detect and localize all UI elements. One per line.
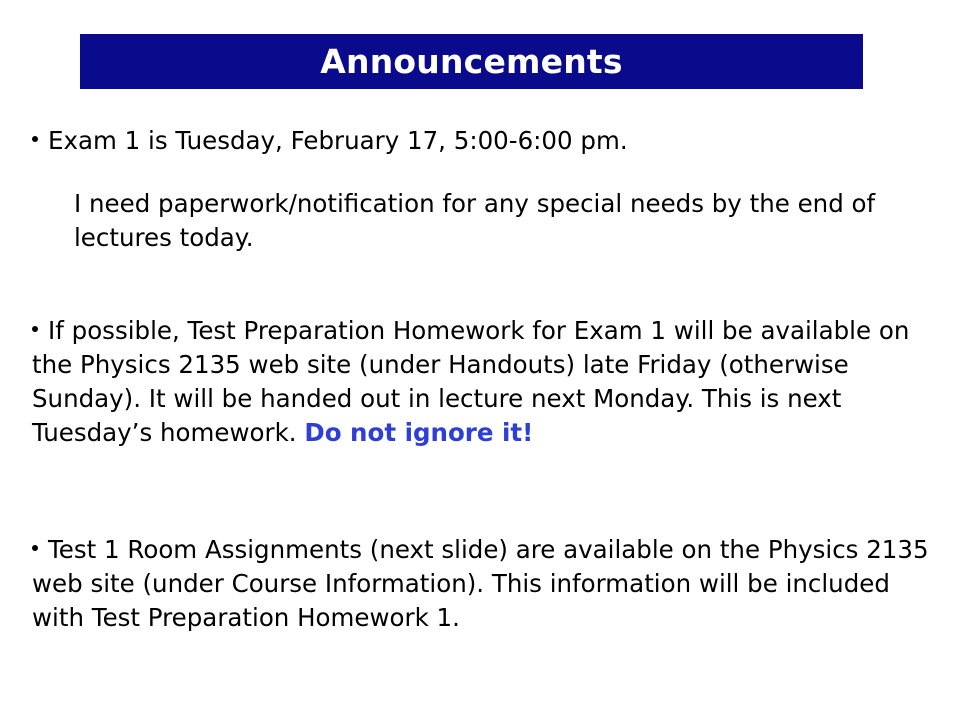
announcement-text: If possible, Test Preparation Homework for Exam 1 will be available on the Physics 2135 web site (under Handouts) late Friday (otherwise Sunday). It will be handed out in lecture next Monday. This is next Tuesday’s homework. xyxy=(32,316,910,447)
emphasis-text: Do not ignore it! xyxy=(304,418,534,447)
slide-title: Announcements xyxy=(320,42,623,81)
announcement-room-assignments xyxy=(32,533,937,635)
announcement-exam-date xyxy=(32,124,932,158)
announcement-text: I need paperwork/notification for any special needs by the end of lectures today. xyxy=(74,189,876,252)
announcement-test-prep-homework xyxy=(32,314,937,450)
announcement-text: Test 1 Room Assignments (next slide) are available on the Physics 2135 web site (under Course Information). This information will be included with Test Preparation Homework 1. xyxy=(32,535,929,632)
bullet-icon xyxy=(32,326,38,332)
bullet-icon xyxy=(32,136,38,142)
title-bar xyxy=(80,34,863,89)
announcement-special-needs xyxy=(74,187,914,255)
bullet-icon xyxy=(32,545,38,551)
announcement-text: Exam 1 is Tuesday, February 17, 5:00-6:00 pm. xyxy=(48,126,628,155)
